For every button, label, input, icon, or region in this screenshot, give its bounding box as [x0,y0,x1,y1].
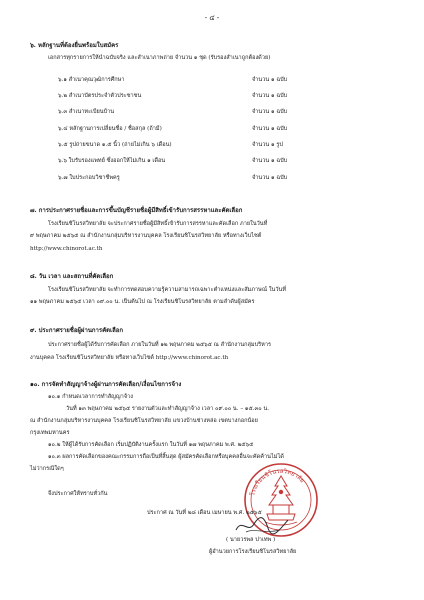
document-item-qty: จำนวน ๑ ฉบับ [252,109,288,115]
section-7-text: ๙ พฤษภาคม ๒๕๖๕ ณ สำนักงานกลุ่มบริหารงานบุคคล โรงเรียนชิโนรสวิทยาลัย หรือทางเว็บไซต์ [30,233,262,239]
section-10-text: วันที่ ๑๓ พฤษภาคม ๒๕๖๕ รายงานตัวและทำสัญญาจ้าง เวลา ๐๙.๐๐ น. – ๑๕.๓๐ น. [66,406,270,412]
section-10-text: ไม่ว่ากรณีใดๆ [30,466,64,472]
section-6-intro: เอกสารทุกรายการให้นำฉบับจริง และสำเนาภาพถ่าย จำนวน ๑ ชุด (รับรองสำเนาถูกต้องด้วย) [48,55,271,61]
document-item-qty: จำนวน ๑ ฉบับ [252,93,288,99]
website-link[interactable]: http://www.chinorot.ac.th [30,246,103,252]
section-7-heading: ๗. การประกาศรายชื่อและการขึ้นบัญชีรายชื่อผู้มีสิทธิ์เข้ารับการสรรหาและคัดเลือก [30,207,243,214]
document-item-qty: จำนวน ๑ ฉบับ [252,126,288,132]
section-8-heading: ๘. วัน เวลา และสถานที่คัดเลือก [30,273,114,280]
document-item-label: ๖.๒ สำเนาบัตรประจำตัวประชาชน [58,93,142,99]
page-number: - ๔ - [204,14,220,22]
document-item-qty: จำนวน ๑ ฉบับ [252,175,288,181]
document-item-qty: จำนวน ๑ ฉบับ [252,77,288,83]
announcement-date: ประกาศ ณ วันที่ ๒๘ เดือน เมษายน พ.ศ. ๒๕๖๕ [147,510,262,516]
document-item-label: ๖.๔ หลักฐานการเปลี่ยนชื่อ / ชื่อสกุล (ถ้ามี) [58,126,162,132]
section-9-heading: ๙. ประกาศรายชื่อผู้ผ่านการคัดเลือก [30,327,124,334]
document-item-label: ๖.๕ รูปถ่ายขนาด ๑.๕ นิ้ว (ถ่ายไม่เกิน ๖ เดือน) [58,142,172,148]
closing-notice: จึงประกาศให้ทราบทั่วกัน [48,491,108,497]
section-8-text: โรงเรียนชิโนรสวิทยาลัย จะทำการทดสอบความรู้ความสามารถเฉพาะตำแหน่งและสัมภาษณ์ ในวันที่ [48,287,287,293]
document-item-qty: จำนวน ๑ ฉบับ [252,158,288,164]
section-10-text: ๑๐.๒ ให้ผู้ได้รับการคัดเลือก เริ่มปฏิบัติงานครั้งแรก ในวันที่ ๑๗ พฤษภาคม พ.ศ. ๒๕๖๕ [48,442,254,448]
document-item-label: ๖.๖ ใบรับรองแพทย์ ซึ่งออกให้ไม่เกิน ๑ เดือน [58,158,166,164]
section-6-heading: ๖. หลักฐานที่ต้องยื่นพร้อมใบสมัคร [30,42,119,49]
document-item-qty: จำนวน ๑ รูป [252,142,283,148]
section-9-text: งานบุคคล โรงเรียนชิโนรสวิทยาลัย หรือทางเว็บไซต์ http://www.chinorot.ac.th [30,355,229,361]
seal-text: โรงเรียนชิโนรสวิทยาลัย [249,467,306,497]
section-10-heading: ๑๐. การจัดทำสัญญาจ้างผู้ผ่านการคัดเลือก/เงื่อนไขการจ้าง [30,381,182,388]
signer-title: ผู้อำนวยการโรงเรียนชิโนรสวิทยาลัย [209,549,297,555]
section-9-text: ประกาศรายชื่อผู้ได้รับการคัดเลือก ภายในวันที่ ๑๒ พฤษภาคม ๒๕๖๕ ณ สำนักงานกลุ่มบริหาร [48,342,271,348]
section-10-text: ๑๐.๓ ผลการคัดเลือกของคณะกรรมการถือเป็นที่สิ้นสุด ผู้สมัครคัดเลือกหรือบุคคลอื่นจะคัดค้านไม่ได้ [48,454,284,460]
section-7-text: โรงเรียนชิโนรสวิทยาลัย จะประกาศรายชื่อผู้มีสิทธิ์เข้ารับการสรรหาและคัดเลือก ภายในวันที่ [48,221,268,227]
signer-name: ( นายวรพล ปาเทพ ) [226,537,276,543]
document-item-label: ๖.๓ สำเนาทะเบียนบ้าน [58,109,115,115]
section-10-text: กรุงเทพมหานคร [30,430,70,436]
document-item-label: ๖.๗ ใบประกอบวิชาชีพครู [58,175,120,181]
section-8-text: ๑๑ พฤษภาคม ๒๕๖๕ เวลา ๐๙.๐๐ น. เป็นต้นไป ณ โรงเรียนชิโนรสวิทยาลัย ตามลำดับผู้สมัคร [30,299,255,305]
section-10-text: ณ สำนักงานกลุ่มบริหารงานบุคคล โรงเรียนชิโนรสวิทยาลัย แขวงบ้านช่างหล่อ เขตบางกอกน้อย [30,418,258,424]
section-10-text: ๑๐.๑ กำหนดเวลาการทำสัญญาจ้าง [48,394,133,400]
document-item-label: ๖.๑ สำเนาคุณวุฒิการศึกษา [58,77,125,83]
